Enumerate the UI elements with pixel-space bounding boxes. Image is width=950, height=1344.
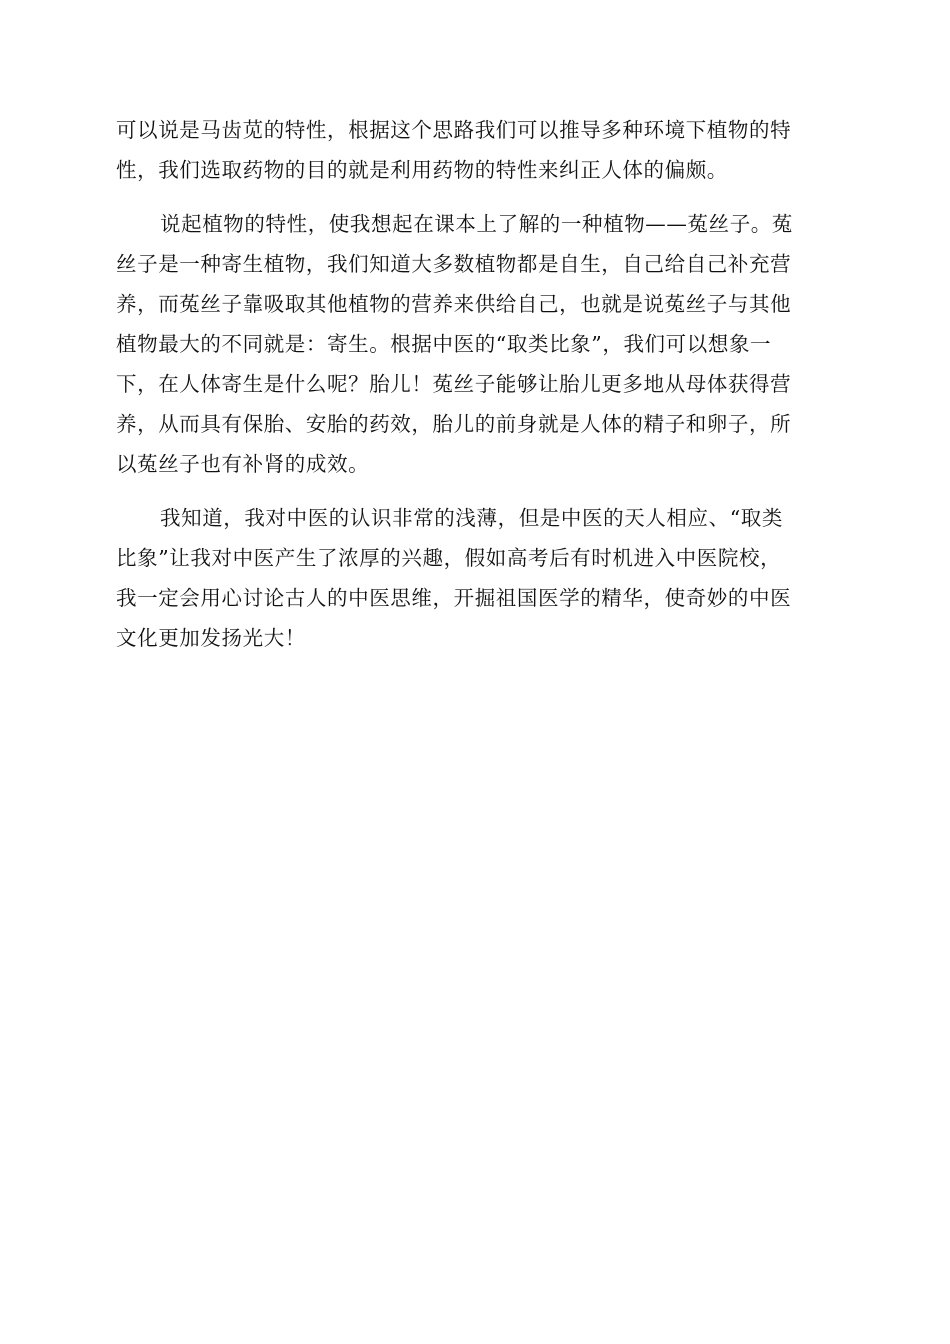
paragraph-2-line-5: 下，在人体寄生是什么呢？胎儿！菟丝子能够让胎儿更多地从母体获得营 <box>116 372 792 396</box>
paragraph-2-line-7: 以菟丝子也有补肾的成效。 <box>116 452 370 476</box>
paragraph-1-line-2: 性，我们选取药物的目的就是利用药物的特性来纠正人体的偏颇。 <box>116 158 728 182</box>
paragraph-2-line-3: 养，而菟丝子靠吸取其他植物的营养来供给自己，也就是说菟丝子与其他 <box>116 292 792 316</box>
paragraph-3-line-4: 文化更加发扬光大！ <box>116 626 306 650</box>
paragraph-3-line-1: 我知道，我对中医的认识非常的浅薄，但是中医的天人相应、“取类 <box>160 506 783 530</box>
paragraph-1 <box>116 110 832 190</box>
paragraph-2-line-6: 养，从而具有保胎、安胎的药效，胎儿的前身就是人体的精子和卵子，所 <box>116 412 792 436</box>
paragraph-2-line-4: 植物最大的不同就是：寄生。根据中医的“取类比象”，我们可以想象一 <box>116 332 772 356</box>
paragraph-3 <box>116 498 832 658</box>
paragraph-3-line-2: 比象”让我对中医产生了浓厚的兴趣，假如高考后有时机进入中医院校， <box>116 546 782 570</box>
paragraph-1-line-1: 可以说是马齿苋的特性，根据这个思路我们可以推导多种环境下植物的特 <box>116 118 792 142</box>
document-body <box>116 110 832 672</box>
paragraph-2-line-1: 说起植物的特性，使我想起在课本上了解的一种植物——菟丝子。菟 <box>160 212 793 236</box>
paragraph-2 <box>116 204 832 484</box>
paragraph-2-line-2: 丝子是一种寄生植物，我们知道大多数植物都是自生，自己给自己补充营 <box>116 252 792 276</box>
paragraph-3-line-3: 我一定会用心讨论古人的中医思维，开掘祖国医学的精华，使奇妙的中医 <box>116 586 792 610</box>
